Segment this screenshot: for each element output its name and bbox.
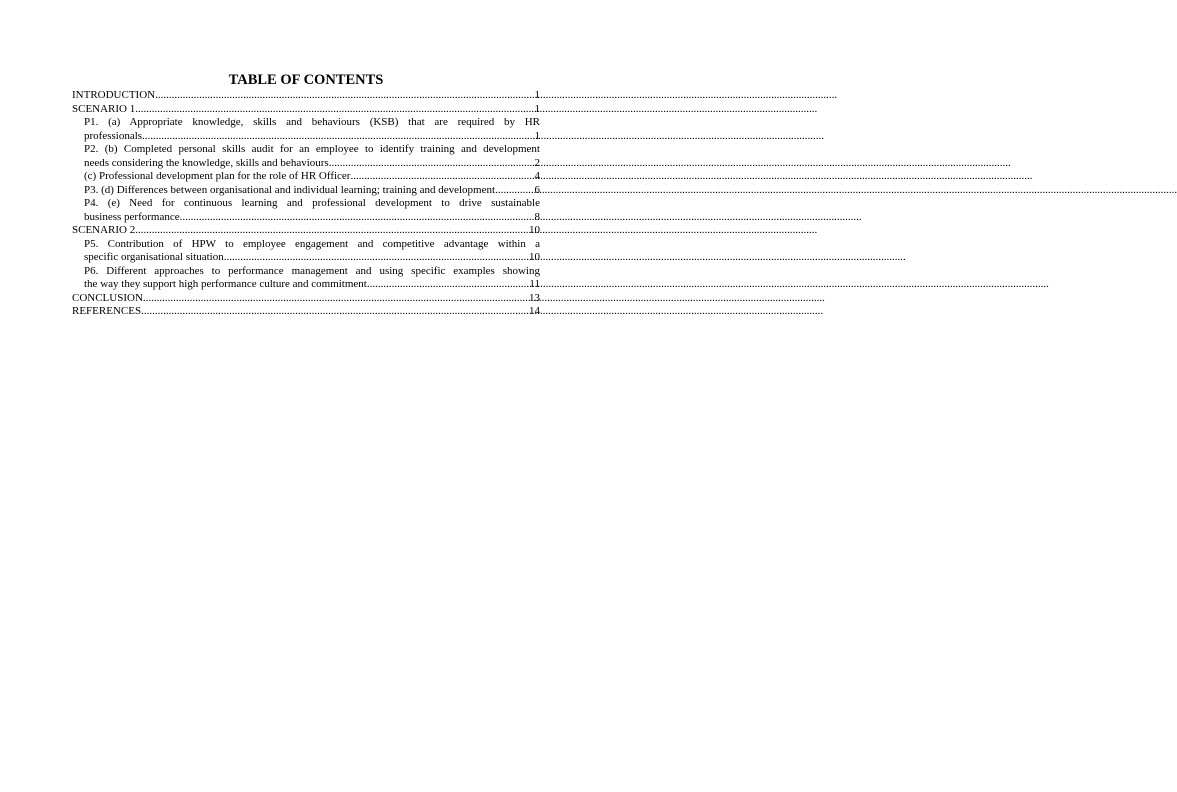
toc-entry-label: needs considering the knowledge, skills and behaviours: [84, 156, 329, 169]
toc-entry-label: INTRODUCTION: [72, 89, 156, 101]
toc-entry-label: P3. (d) Differences between organisational and individual learning; training and development: [84, 183, 496, 196]
toc-title: TABLE OF CONTENTS: [228, 72, 384, 88]
toc-entry-text-line: P4. (e) Need for continuous learning and professional development to drive sustainable: [84, 197, 540, 209]
toc-entry[interactable]: [72, 305, 540, 319]
toc-entry-label: SCENARIO 1: [72, 102, 136, 115]
toc-page-number: 1: [534, 129, 540, 142]
toc-page-number: 14: [529, 305, 540, 317]
toc-entry-text-line: P1. (a) Appropriate knowledge, skills and behaviours (KSB) that are required by HR: [84, 116, 540, 128]
dot-leader: [142, 130, 534, 144]
toc-page-number: 4: [534, 170, 540, 182]
toc-page-number: 2: [534, 156, 540, 169]
toc-entry[interactable]: [72, 265, 540, 292]
table-of-contents: [72, 89, 540, 319]
toc-entry-label: CONCLUSION: [72, 291, 143, 304]
dot-leader: [367, 278, 530, 292]
toc-page-number: 10: [529, 251, 540, 263]
toc-entry[interactable]: [72, 292, 540, 306]
dot-leader: [141, 305, 529, 319]
toc-page-number: 1: [534, 102, 540, 115]
toc-entry[interactable]: [72, 197, 540, 224]
toc-entry-text-line: P5. Contribution of HPW to employee engagement and competitive advantage within a: [84, 237, 540, 250]
dot-leader: [143, 292, 529, 306]
toc-entry[interactable]: [72, 184, 540, 198]
toc-entry[interactable]: [72, 224, 540, 238]
dot-leader: [135, 103, 534, 117]
toc-entry-text-line: P2. (b) Completed personal skills audit for an employee to identify training and development: [84, 143, 540, 155]
dot-leader: [155, 89, 534, 103]
toc-page-number: 6: [534, 183, 540, 196]
toc-page-number: 1: [534, 89, 540, 101]
toc-entry[interactable]: [72, 103, 540, 117]
toc-entry-label: specific organisational situation: [84, 251, 224, 263]
toc-entry-label: professionals: [84, 129, 143, 142]
toc-entry[interactable]: [72, 170, 540, 184]
toc-page-number: 13: [529, 291, 540, 304]
toc-page-number: 8: [534, 210, 540, 223]
dot-leader: [329, 157, 535, 171]
toc-page-number: 11: [529, 278, 540, 290]
toc-page-number: 10: [529, 224, 540, 236]
toc-entry-label: SCENARIO 2: [72, 224, 136, 236]
toc-entry-label: the way they support high performance culture and commitment: [84, 278, 367, 290]
toc-entry[interactable]: [72, 143, 540, 170]
toc-entry[interactable]: [72, 238, 540, 265]
toc-entry-text-line: P6. Different approaches to performance management and using specific examples showing: [84, 264, 540, 277]
toc-entry[interactable]: [72, 116, 540, 143]
toc-entry-label: REFERENCES: [72, 305, 142, 317]
dot-leader: [180, 211, 535, 225]
dot-leader: [350, 170, 534, 184]
dot-leader: [135, 224, 529, 238]
dot-leader: [495, 184, 534, 198]
toc-entry[interactable]: [72, 89, 540, 103]
toc-entry-label: (c) Professional development plan for the role of HR Officer: [84, 170, 351, 182]
toc-entry-label: business performance: [84, 210, 180, 223]
dot-leader: [224, 251, 529, 265]
